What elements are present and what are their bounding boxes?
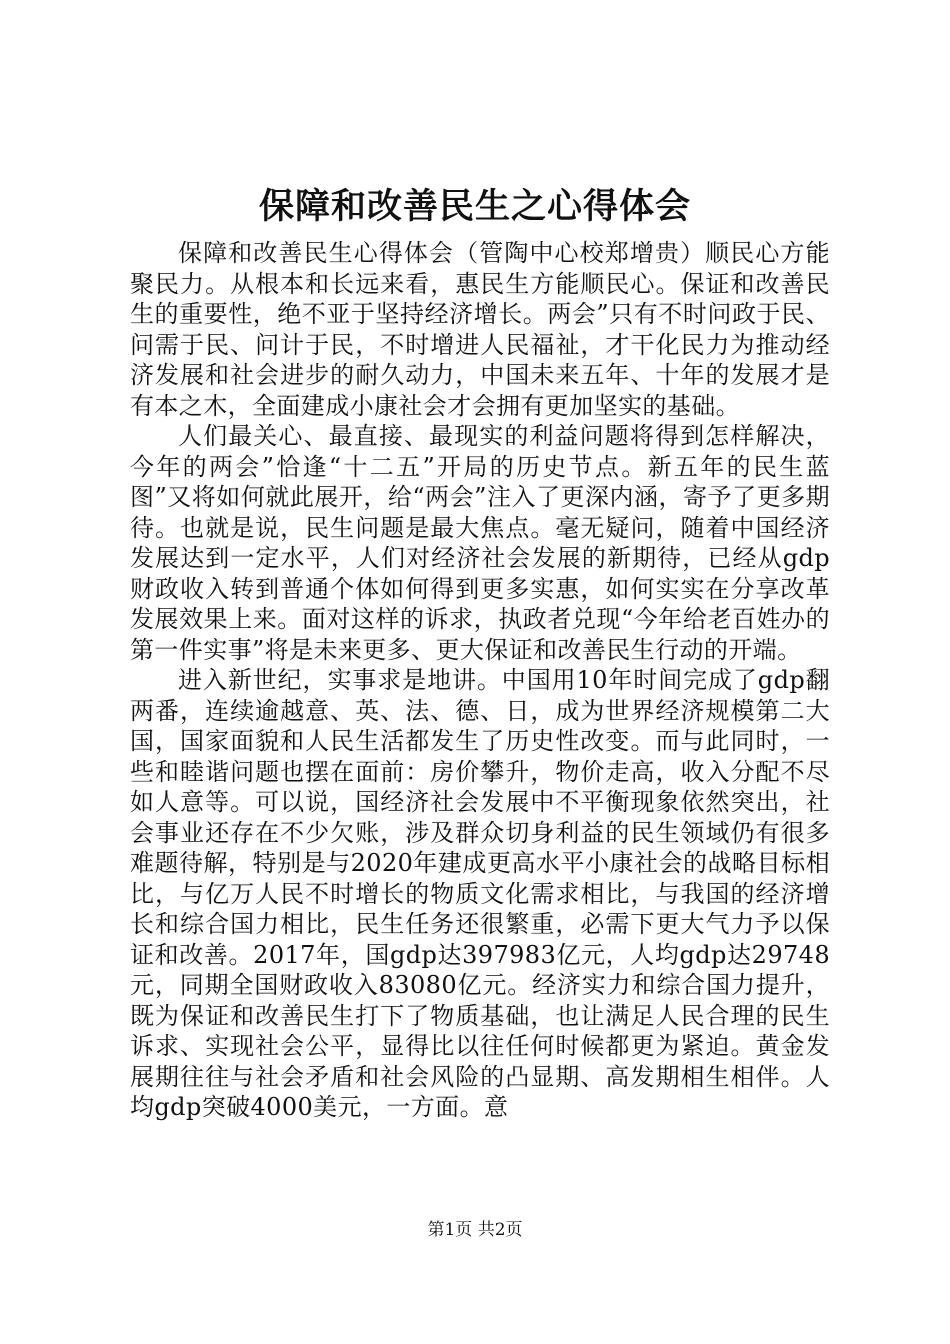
paragraph-2: 人们最关心、最直接、最现实的利益问题将得到怎样解决，今年的两会”恰逢“十二五”开局的历史节点。新五年的民生蓝图”又将如何就此展开，给“两会”注入了更深内涵，寄予了更多期待。也就是说，民生问题是最大焦点。毫无疑问，随着中国经济发展达到一定水平，人们对经济社会发展的新期待，已经从gdp财政收入转到普通个体如何得到更多实惠，如何实实在分享改革发展效果上来。面对这样的诉求，执政者兑现“今年给老百姓办的第一件实事”将是未来更多、更大保证和改善民生行动的开端。 <box>130 422 830 664</box>
document-title: 保障和改善民生之心得体会 <box>258 186 691 227</box>
page-footer <box>0 1218 950 1242</box>
document-body <box>130 238 830 1123</box>
paragraph-3: 进入新世纪，实事求是地讲。中国用10年时间完成了gdp翻两番，连续逾越意、英、法、德、日，成为世界经济规模第二大国，国家面貌和人民生活都发生了历史性改变。而与此同时，一些和睦谐问题也摆在面前：房价攀升，物价走高，收入分配不尽如人意等。可以说，国经济社会发展中不平衡现象依然突出，社会事业还存在不少欠账，涉及群众切身利益的民生领域仍有很多难题待解，特别是与2020年建成更高水平小康社会的战略目标相比，与亿万人民不时增长的物质文化需求相比，与我国的经济增长和综合国力相比，民生任务还很繁重，必需下更大气力予以保证和改善。2017年，国gdp达397983亿元，人均gdp达29748元，同期全国财政收入83080亿元。经济实力和综合国力提升，既为保证和改善民生打下了物质基础，也让满足人民合理的民生诉求、实现社会公平，显得比以往任何时候都更为紧迫。黄金发展期往往与社会矛盾和社会风险的凸显期、高发期相生相伴。人均gdp突破4000美元，一方面。意 <box>130 666 830 1121</box>
page-number: 第1页 共2页 <box>427 1220 523 1240</box>
paragraph-1: 保障和改善民生心得体会（管陶中心校郑增贵）顺民心方能聚民力。从根本和长远来看，惠民生方能顺民心。保证和改善民生的重要性，绝不亚于坚持经济增长。两会”只有不时问政于民、问需于民、问计于民，不时增进人民福祉，才干化民力为推动经济发展和社会进步的耐久动力，中国未来五年、十年的发展才是有本之木，全面建成小康社会才会拥有更加坚实的基础。 <box>130 239 830 420</box>
